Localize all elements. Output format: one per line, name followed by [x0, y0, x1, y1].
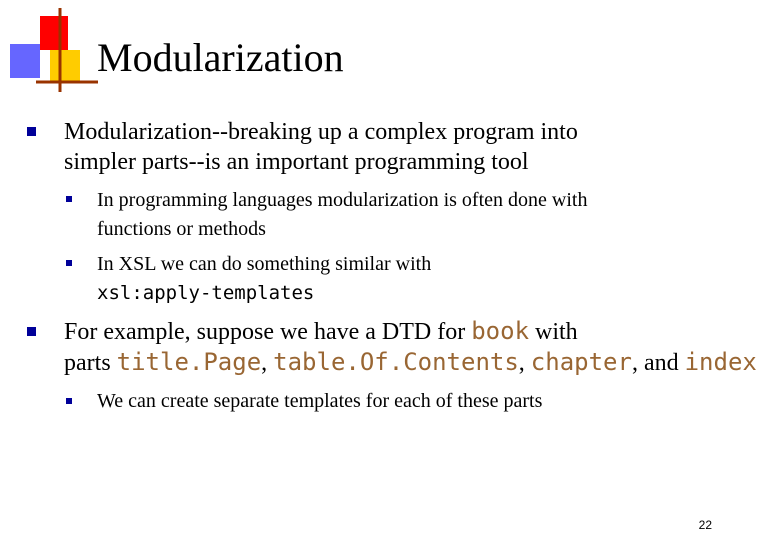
- bullet-2-part-3: parts: [64, 350, 117, 376]
- sub-bullet-2-1-line-1: We can create separate templates for each of these parts: [97, 390, 543, 412]
- bullet-2-part-2: with: [529, 319, 578, 345]
- sub-bullet-1-2-text: [97, 250, 707, 308]
- bullet-2-marker: [27, 327, 36, 336]
- bullet-1-line-2: simpler parts--is an important programming tool: [64, 149, 529, 175]
- sub-bullet-1-1-text: [97, 186, 707, 244]
- slide-title: Modularization: [97, 35, 344, 80]
- code-table-of-contents: table.Of.Contents: [273, 348, 519, 376]
- bullet-1-text: [64, 117, 714, 177]
- code-book: book: [471, 317, 530, 345]
- logo-red-square: [40, 16, 68, 50]
- logo-blue-square: [10, 44, 40, 78]
- bullet-2-part-1: For example, suppose we have a DTD for: [64, 319, 472, 345]
- bullet-2-line-2: [64, 347, 757, 378]
- bullet-1-marker: [27, 127, 36, 136]
- code-chapter: chapter: [530, 348, 632, 376]
- bullet-2-sep-2: ,: [518, 350, 531, 376]
- sub-bullet-1-2-code: xsl:apply-templates: [97, 282, 315, 304]
- slide-logo: [0, 0, 100, 100]
- bullet-1-line-1: Modularization--breaking up a complex program into: [64, 119, 578, 145]
- logo-yellow-square: [50, 50, 80, 82]
- sub-bullet-1-2-marker: [66, 260, 72, 266]
- bullet-2-sep-1: ,: [261, 350, 274, 376]
- sub-bullet-1-1-line-2: functions or methods: [97, 218, 266, 240]
- bullet-2-text: [64, 316, 757, 378]
- sub-bullet-2-1-text: [97, 387, 707, 416]
- code-title-page: title.Page: [116, 348, 262, 376]
- bullet-2-line-1: [64, 316, 714, 347]
- sub-bullet-1-2-line-1: In XSL we can do something similar with: [97, 253, 432, 275]
- sub-bullet-1-1-marker: [66, 196, 72, 202]
- code-index: index: [684, 348, 757, 376]
- bullet-2-part-4: , and: [631, 350, 685, 376]
- sub-bullet-1-1-line-1: In programming languages modularization is often done with: [97, 189, 588, 211]
- page-number: 22: [698, 518, 712, 532]
- sub-bullet-2-1-marker: [66, 398, 72, 404]
